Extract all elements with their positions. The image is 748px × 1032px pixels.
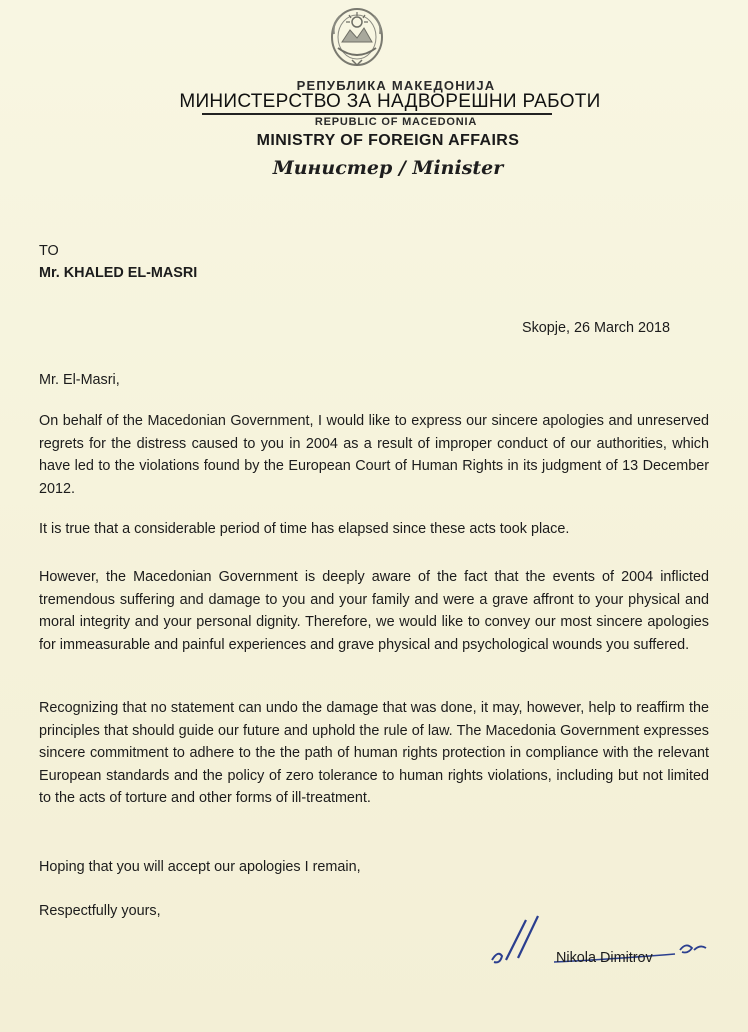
coat-of-arms-icon	[328, 4, 386, 68]
country-name-english: REPUBLIC OF MACEDONIA	[314, 116, 478, 128]
letterhead-divider	[202, 113, 552, 115]
salutation: Mr. El-Masri,	[39, 372, 120, 388]
ministry-name-cyrillic: МИНИСТЕРСТВО ЗА НАДВОРЕШНИ РАБОТИ	[179, 91, 601, 112]
recipient-name: Mr. KHALED EL-MASRI	[39, 265, 198, 281]
country-name-cyrillic: РЕПУБЛИКА МАКЕДОНИЈА	[296, 78, 496, 93]
date-line: Skopje, 26 March 2018	[522, 320, 670, 336]
valediction: Respectfully yours,	[39, 903, 161, 919]
signatory-name: Nikola Dimitrov	[556, 950, 653, 966]
minister-title: Министер / Minister	[272, 157, 504, 179]
closing-sentence: Hoping that you will accept our apologies I remain,	[39, 859, 361, 875]
ministry-name-english: MINISTRY OF FOREIGN AFFAIRS	[256, 132, 520, 149]
body-paragraph-3: However, the Macedonian Government is deeply aware of the fact that the events of 2004 inflicted tremendous suffering and damage to you and your family and were a grave affront to your physical and moral integrity and your personal dignity. Therefore, we would like to convey our most sincere apologies for immeasurable and painful experiences and grave physical and psychological wounds you suffered.	[39, 569, 709, 653]
body-paragraph-1: On behalf of the Macedonian Government, I would like to express our sincere apologies and unreserved regrets for the distress caused to you in 2004 as a result of improper conduct of our authorities, which have led to the violations found by the European Court of Human Rights in its judgment of 13 December 2012.	[39, 413, 709, 497]
body-paragraph-4: Recognizing that no statement can undo the damage that was done, it may, however, help to reaffirm the principles that should guide our future and uphold the rule of law. The Macedonia Government expresses sincere commitment to adhere to the the path of human rights protection in compliance with the relevant European standards and the policy of zero tolerance to human rights violations, including but not limited to the acts of torture and other forms of ill-treatment.	[39, 700, 709, 806]
body-paragraph-2: It is true that a considerable period of time has elapsed since these acts took place.	[39, 521, 570, 537]
to-label: TO	[39, 243, 59, 259]
